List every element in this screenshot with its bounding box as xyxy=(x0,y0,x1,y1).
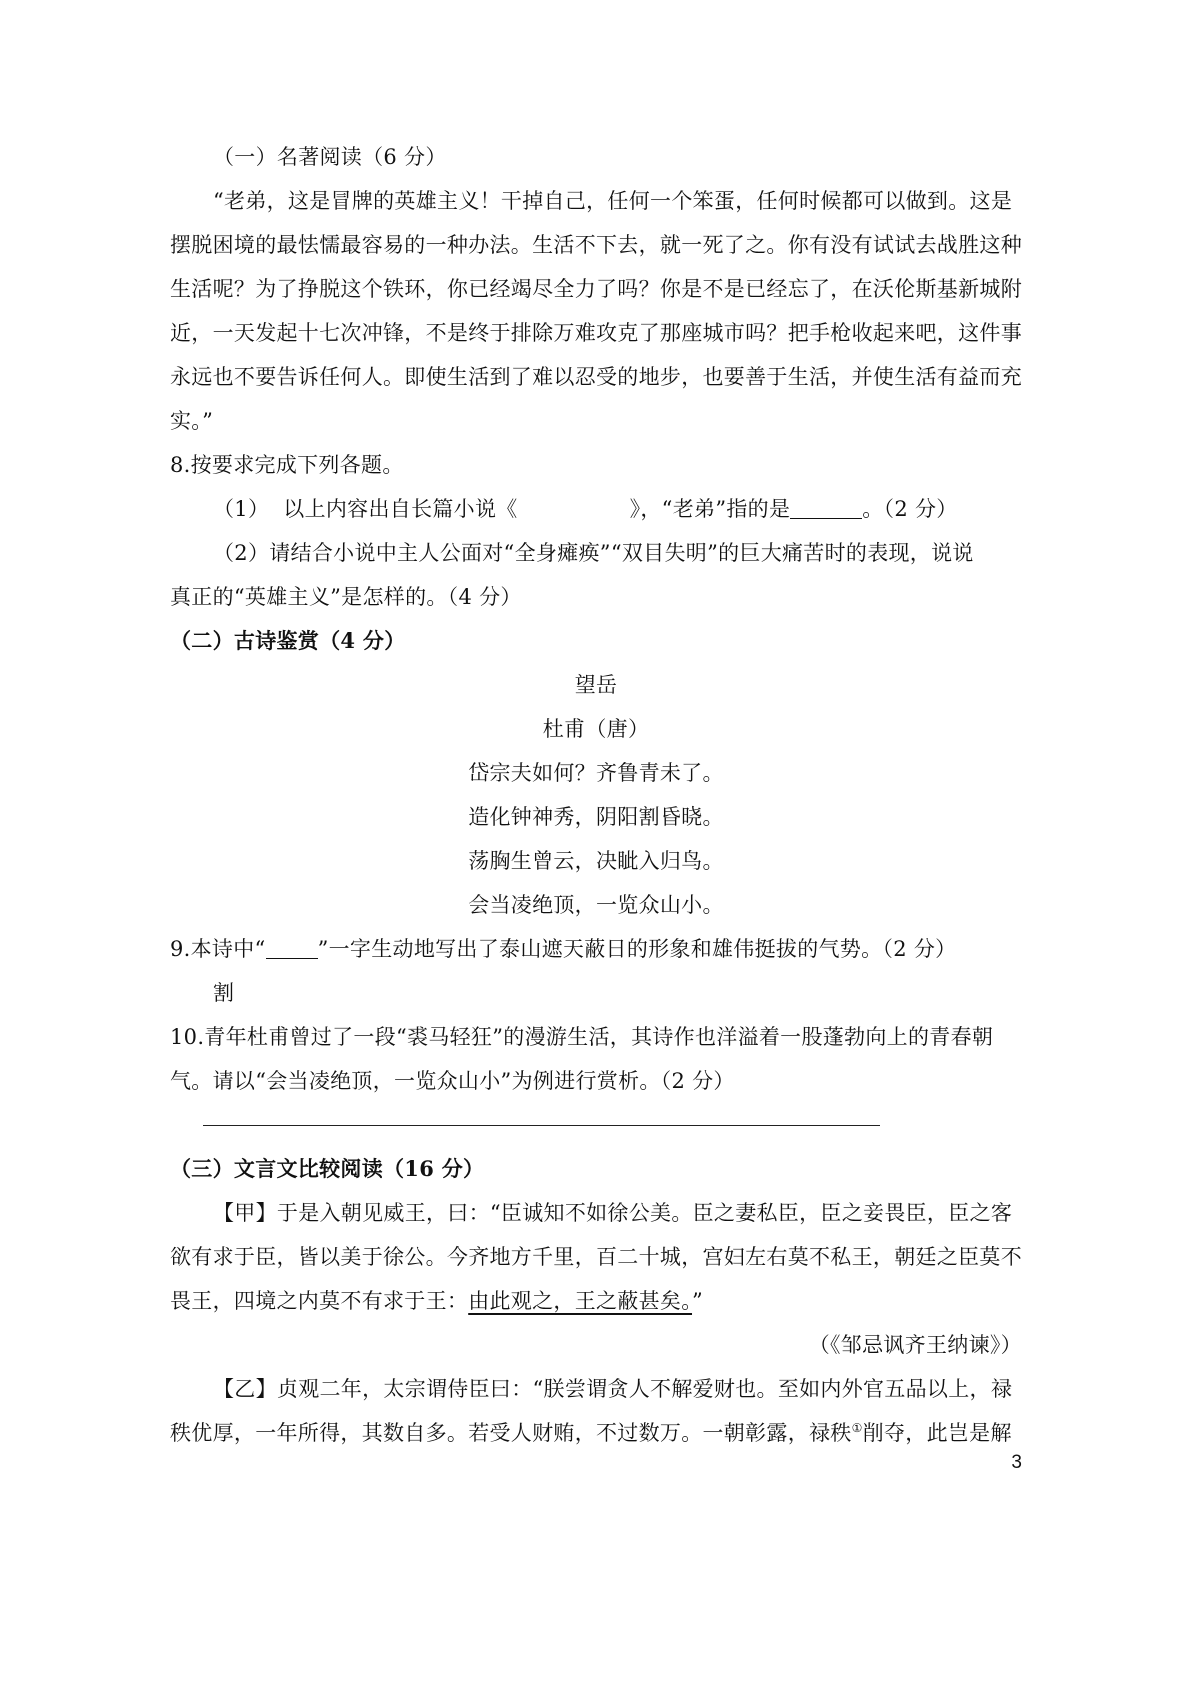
text-segment: 削夺，此岂是解 xyxy=(862,1421,1012,1445)
text-jia-source: （《邹忌讽齐王纳谏》） xyxy=(808,1333,1022,1357)
question-8-part-2: （2）请结合小说中主人公面对“全身瘫痪”“双目失明”的巨大痛苦时的表现，说说 xyxy=(213,541,974,565)
question-8-part-1 xyxy=(170,487,1022,531)
question-8-stem: 8.按要求完成下列各题。 xyxy=(170,453,404,477)
part-text: 。（2 分） xyxy=(862,497,958,521)
text-segment: 畏王，四境之内莫不有求于王： xyxy=(170,1289,469,1313)
answer-line-slot xyxy=(170,1103,1022,1147)
text-segment: 秩优厚，一年所得，其数自多。若受人财贿，不过数万。一朝彰露，禄秩 xyxy=(170,1421,852,1445)
page-content xyxy=(170,135,1022,1455)
underlined-sentence: 由此观之，王之蔽甚矣。 xyxy=(468,1289,693,1313)
poem-line: 荡胸生曾云，决眦入归鸟。 xyxy=(468,849,724,873)
part-label: （1） xyxy=(213,497,270,521)
part-text: 以上内容出自长篇小说《 xyxy=(283,497,518,521)
question-text: ”一字生动地写出了泰山遮天蔽日的形象和雄伟挺拔的气势。（2 分） xyxy=(317,937,957,961)
poem-title: 望岳 xyxy=(574,673,618,697)
footnote-marker: ① xyxy=(851,1421,863,1435)
question-text: 9.本诗中“ xyxy=(170,937,266,961)
poem-line: 会当凌绝顶，一览众山小。 xyxy=(468,893,724,917)
answer-line xyxy=(203,1103,880,1126)
question-10-continued: 气。请以“会当凌绝顶，一览众山小”为例进行赏析。（2 分） xyxy=(170,1069,735,1093)
question-9-answer: 割 xyxy=(213,981,235,1005)
passage-line: 摆脱困境的最怯懦最容易的一种办法。生活不下去，就一死了之。你有没有试试去战胜这种 xyxy=(170,233,1022,257)
text-jia-line xyxy=(170,1279,1022,1323)
answer-blank xyxy=(266,938,318,959)
poem-author: 杜甫（唐） xyxy=(542,717,650,741)
text-jia-line: 【甲】于是入朝见威王，曰：“臣诚知不如徐公美。臣之妻私臣，臣之妾畏臣，臣之客 xyxy=(213,1201,1013,1225)
part-text: 》，“老弟”指的是 xyxy=(629,497,791,521)
question-8-part-2-continued: 真正的“英雄主义”是怎样的。（4 分） xyxy=(170,585,522,609)
poem-line: 岱宗夫如何？齐鲁青未了。 xyxy=(468,761,724,785)
section-3-heading: （三）文言文比较阅读（16 分） xyxy=(170,1156,485,1181)
passage-line: “老弟，这是冒牌的英雄主义！干掉自己，任何一个笨蛋，任何时候都可以做到。这是 xyxy=(213,189,1013,213)
section-2-heading: （二）古诗鉴赏（4 分） xyxy=(170,628,406,653)
text-segment: ” xyxy=(692,1289,704,1313)
text-yi-line xyxy=(170,1411,1022,1455)
answer-blank xyxy=(790,498,862,519)
passage-line: 实。” xyxy=(170,409,214,433)
text-jia-line: 欲有求于臣，皆以美于徐公。今齐地方千里，百二十城，宫妇左右莫不私王，朝廷之臣莫不 xyxy=(170,1245,1022,1269)
poem-line: 造化钟神秀，阴阳割昏晓。 xyxy=(468,805,724,829)
text-yi-line: 【乙】贞观二年，太宗谓侍臣曰：“朕尝谓贪人不解爱财也。至如内外官五品以上，禄 xyxy=(213,1377,1013,1401)
passage-line: 永远也不要告诉任何人。即使生活到了难以忍受的地步，也要善于生活，并使生活有益而充 xyxy=(170,365,1022,389)
page-number: 3 xyxy=(1011,1452,1022,1473)
passage-line: 近，一天发起十七次冲锋，不是终于排除万难攻克了那座城市吗？把手枪收起来吧，这件事 xyxy=(170,321,1022,345)
section-1-heading: （一）名著阅读（6 分） xyxy=(213,145,447,169)
passage-line: 生活呢？为了挣脱这个铁环，你已经竭尽全力了吗？你是不是已经忘了，在沃伦斯基新城附 xyxy=(170,277,1022,301)
question-9 xyxy=(170,927,1022,971)
question-10: 10.青年杜甫曾过了一段“裘马轻狂”的漫游生活，其诗作也洋溢着一股蓬勃向上的青春朝 xyxy=(170,1025,994,1049)
